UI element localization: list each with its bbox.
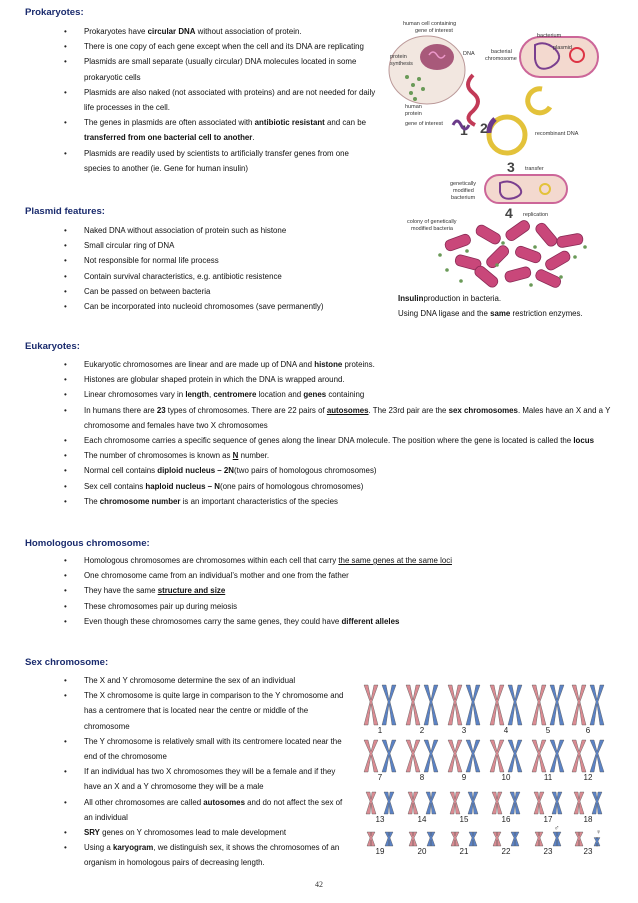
list-item: • SRY genes on Y chromosomes lead to male development — [64, 825, 350, 840]
insulin-production-diagram — [385, 15, 605, 290]
list-item: • Eukaryotic chromosomes are linear and are made up of DNA and histone proteins. — [64, 357, 616, 372]
list-item: • All other chromosomes are called autosomes and do not affect the sex of an individual — [64, 795, 350, 825]
list-item: • In humans there are 23 types of chromosomes. There are 22 pairs of autosomes. The 23rd pair are the sex chromosomes. Males have an X and a Y chromosome and females have two X chromosomes — [64, 403, 616, 433]
chromosome-paternal — [469, 832, 477, 846]
list-item: • Plasmids are readily used by scientists to artificially transfer genes from one species to another (ie. Gene for human insulin) — [64, 146, 376, 176]
list-item: • Histones are globular shaped protein in which the DNA is wrapped around. — [64, 372, 616, 387]
svg-text:bacterium: bacterium — [451, 195, 476, 201]
svg-text:modified: modified — [453, 188, 474, 194]
svg-text:gene of interest: gene of interest — [415, 28, 453, 34]
chromosome-maternal — [451, 832, 459, 846]
svg-text:modified bacteria: modified bacteria — [411, 226, 453, 232]
svg-text:DNA: DNA — [463, 51, 475, 57]
list-item: • One chromosome came from an individual’s mother and one from the father — [64, 568, 616, 583]
female-symbol: ♀ — [596, 829, 602, 836]
chromosome-maternal — [575, 832, 583, 846]
chromosome-paternal — [426, 792, 436, 814]
svg-text:1: 1 — [460, 122, 468, 138]
chromosome-label: 23 — [583, 847, 593, 856]
list-item: • Homologous chromosomes are chromosomes within each cell that carry the same genes at the same loci — [64, 553, 616, 568]
chromosome-label: 16 — [501, 815, 511, 824]
list-item: • If an individual has two X chromosomes they will be a female and if they have an X and a Y chromosome they will be a male — [64, 764, 350, 794]
chromosome-maternal — [366, 792, 376, 814]
list-item: • Sex cell contains haploid nucleus – N(one pairs of homologous chromosomes) — [64, 479, 616, 494]
chromosome-maternal — [448, 740, 462, 772]
chromosome-label: 12 — [583, 773, 593, 782]
chromosome-label: 5 — [545, 726, 551, 735]
chromosome-paternal — [592, 792, 602, 814]
chromosome-label: 22 — [501, 847, 511, 856]
chromosome-maternal — [532, 740, 546, 772]
chromosome-maternal — [448, 685, 462, 725]
sex-list — [64, 673, 350, 871]
svg-text:human cell containing: human cell containing — [403, 21, 457, 27]
svg-text:2: 2 — [480, 120, 488, 136]
svg-text:protein: protein — [405, 111, 422, 117]
list-item: • The number of chromosomes is known as N number. — [64, 448, 616, 463]
chromosome-maternal — [534, 792, 544, 814]
chromosome-label: 21 — [459, 847, 469, 856]
chromosome-maternal — [408, 792, 418, 814]
chromosome-maternal — [574, 792, 584, 814]
chromosome-label: 15 — [459, 815, 469, 824]
plasmid-list — [64, 223, 384, 314]
list-item: • Linear chromosomes vary in length, centromere location and genes containing — [64, 387, 616, 402]
svg-text:chromosome: chromosome — [485, 56, 517, 62]
svg-text:protein: protein — [390, 54, 407, 60]
prokaryotes-list — [64, 24, 376, 176]
chromosome-maternal — [535, 832, 543, 846]
chromosome-paternal — [594, 838, 600, 846]
list-item: • The X chromosome is quite large in comparison to the Y chromosome and has a centromere that is located near the centre or middle of the chromosome — [64, 688, 350, 734]
sex-heading: Sex chromosome: — [25, 657, 109, 668]
male-symbol: ♂ — [554, 825, 560, 832]
list-item: • Can be passed on between bacteria — [64, 284, 384, 299]
svg-text:human: human — [405, 104, 422, 110]
chromosome-label: 7 — [377, 773, 383, 782]
chromosome-maternal — [572, 740, 586, 772]
list-item: • Prokaryotes have circular DNA without association of protein. — [64, 24, 376, 39]
chromosome-maternal — [364, 685, 378, 725]
chromosome-paternal — [550, 740, 564, 772]
chromosome-paternal — [550, 685, 564, 725]
svg-text:bacterium: bacterium — [537, 33, 562, 39]
chromosome-maternal — [367, 832, 375, 846]
list-item: • Normal cell contains diploid nucleus – 2N(two pairs of homologous chromosomes) — [64, 463, 616, 478]
chromosome-maternal — [490, 740, 504, 772]
chromosome-label: 9 — [461, 773, 467, 782]
chromosome-paternal — [508, 740, 522, 772]
chromosome-label: 2 — [419, 726, 425, 735]
list-item: • They have the same structure and size — [64, 583, 616, 598]
plasmid-heading: Plasmid features: — [25, 206, 105, 217]
svg-text:colony of genetically: colony of genetically — [407, 219, 457, 225]
chromosome-maternal — [450, 792, 460, 814]
chromosome-maternal — [406, 685, 420, 725]
chromosome-label: 6 — [585, 726, 591, 735]
chromosome-label: 23 — [543, 847, 553, 856]
eukaryotes-heading: Eukaryotes: — [25, 341, 80, 352]
chromosome-label: 4 — [503, 726, 509, 735]
chromosome-label: 1 — [377, 726, 383, 735]
chromosome-label: 13 — [375, 815, 385, 824]
list-item: • Plasmids are small separate (usually circular) DNA molecules located in some prokaryotic cells — [64, 54, 376, 84]
chromosome-paternal — [382, 685, 396, 725]
svg-text:genetically: genetically — [450, 181, 476, 187]
chromosome-label: 8 — [419, 773, 425, 782]
list-item: • Contain survival characteristics, e.g. antibiotic resistence — [64, 269, 384, 284]
chromosome-label: 14 — [417, 815, 427, 824]
list-item: • Naked DNA without association of protein such as histone — [64, 223, 384, 238]
chromosome-label: 18 — [583, 815, 593, 824]
chromosome-paternal — [466, 740, 480, 772]
list-item: • There is one copy of each gene except when the cell and its DNA are replicating — [64, 39, 376, 54]
chromosome-label: 19 — [375, 847, 385, 856]
chromosome-paternal — [384, 792, 394, 814]
chromosome-maternal — [364, 740, 378, 772]
list-item: • These chromosomes pair up during meiosis — [64, 599, 616, 614]
list-item: • Using a karyogram, we distinguish sex, it shows the chromosomes of an organism in homologous pairs of decreasing length. — [64, 840, 350, 870]
homologous-list — [64, 553, 616, 629]
svg-text:transfer: transfer — [525, 166, 544, 172]
chromosome-maternal — [492, 792, 502, 814]
chromosome-maternal — [532, 685, 546, 725]
svg-text:4: 4 — [505, 205, 513, 221]
svg-text:recombinant DNA: recombinant DNA — [535, 131, 579, 137]
chromosome-paternal — [427, 832, 435, 846]
list-item: • The chromosome number is an important characteristics of the species — [64, 494, 616, 509]
insulin-caption: Insulinproduction in bacteria. Using DNA ligase and the same restriction enzymes. — [398, 294, 583, 318]
list-item: • The X and Y chromosome determine the sex of an individual — [64, 673, 350, 688]
chromosome-paternal — [468, 792, 478, 814]
list-item: • Each chromosome carries a specific sequence of genes along the linear DNA molecule. The position where the gene is located is called the locus — [64, 433, 616, 448]
svg-text:gene of interest: gene of interest — [405, 121, 443, 127]
svg-text:replication: replication — [523, 212, 549, 218]
eukaryotes-list — [64, 357, 616, 509]
chromosome-maternal — [490, 685, 504, 725]
chromosome-paternal — [511, 832, 519, 846]
chromosome-paternal — [466, 685, 480, 725]
svg-text:plasmid: plasmid — [553, 45, 572, 51]
chromosome-paternal — [424, 740, 438, 772]
chromosome-paternal — [382, 740, 396, 772]
list-item: • Plasmids are also naked (not associated with proteins) and are not needed for daily life processes in the cell. — [64, 85, 376, 115]
chromosome-maternal — [409, 832, 417, 846]
chromosome-paternal — [590, 685, 604, 725]
karyotype-diagram — [360, 680, 615, 865]
page-number: 42 — [315, 880, 323, 889]
chromosome-paternal — [590, 740, 604, 772]
chromosome-paternal — [510, 792, 520, 814]
chromosome-paternal — [552, 792, 562, 814]
chromosome-paternal — [385, 832, 393, 846]
list-item: • Not responsible for normal life process — [64, 253, 384, 268]
chromosome-label: 17 — [543, 815, 553, 824]
svg-text:3: 3 — [507, 159, 515, 175]
list-item: • Can be incorporated into nucleoid chromosomes (save permanently) — [64, 299, 384, 314]
list-item: • The genes in plasmids are often associated with antibiotic resistant and can be transferred from one bacterial cell to another. — [64, 115, 376, 145]
chromosome-maternal — [406, 740, 420, 772]
chromosome-paternal — [424, 685, 438, 725]
chromosome-paternal — [508, 685, 522, 725]
list-item: • The Y chromosome is relatively small with its centromere located near the end of the chromosome — [64, 734, 350, 764]
list-item: • Small circular ring of DNA — [64, 238, 384, 253]
chromosome-maternal — [493, 832, 501, 846]
prokaryotes-heading: Prokaryotes: — [25, 7, 84, 18]
svg-text:bacterial: bacterial — [491, 49, 512, 55]
svg-text:synthesis: synthesis — [390, 61, 413, 67]
chromosome-label: 3 — [461, 726, 467, 735]
chromosome-maternal — [572, 685, 586, 725]
homologous-heading: Homologous chromosome: — [25, 538, 150, 549]
list-item: • Even though these chromosomes carry the same genes, they could have different alleles — [64, 614, 616, 629]
chromosome-label: 11 — [543, 773, 553, 782]
chromosome-label: 20 — [417, 847, 427, 856]
chromosome-paternal — [553, 832, 561, 846]
chromosome-label: 10 — [501, 773, 511, 782]
